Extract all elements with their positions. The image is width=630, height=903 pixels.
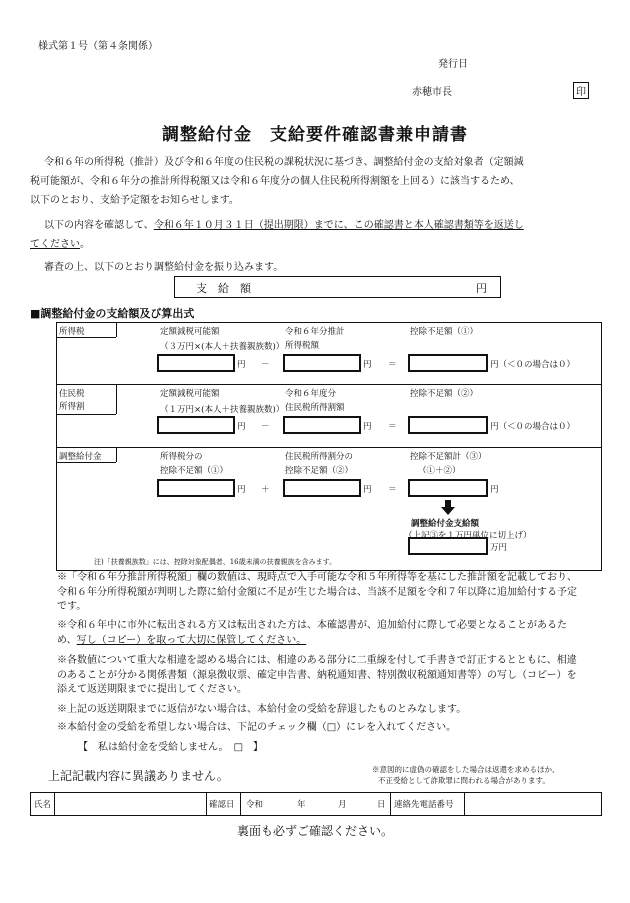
note-deadline: ※上記の返送期限までに返信がない場合は、本給付金の受給を辞退したものとみなします。 xyxy=(57,704,467,715)
resident-tax-deductible-input[interactable] xyxy=(157,416,235,434)
payment-amount-note: （上記③を１万円単位に切上げ） xyxy=(404,531,532,541)
note-estimate: ※「令和６年分推計所得税額」欄の数値は、現時点で入手可能な令和５年所得等を基にした推計額を記載しており、令和６年分所得税額が判明した際に給付金額に不足が生じた場合は、当該不足額を令和７年以降に追加給付する予定です。 xyxy=(57,572,577,612)
warning-line-2: 不正受給として詐欺罪に問われる場合があります。 xyxy=(378,776,550,785)
instruction-line-2: てください。 xyxy=(30,239,90,250)
unit-yen: 円 xyxy=(490,485,499,495)
instruction-line-1: 以下の内容を確認して、令和６年１０月３１日（提出期限）までに、この確認書と本人確認書類等を返送し xyxy=(44,220,524,231)
name-input[interactable] xyxy=(56,794,204,813)
section-title: ■調整給付金の支給額及び算出式 xyxy=(30,307,195,320)
intro-line-2: 税可能額が、令和６年分の推計所得税額又は令和６年度分の個人住民税所得割額を上回る）に該当するため、 xyxy=(30,176,520,187)
payment-amount-label: 調整給付金支給額 xyxy=(411,519,480,529)
adjustment-shortfall1-input[interactable] xyxy=(157,479,235,497)
adjustment-col3-l2: （①＋②） xyxy=(418,466,461,476)
decline-checkbox[interactable]: 【 私は給付金を受給しません。 □ 】 xyxy=(78,742,264,753)
note-move-out: ※令和６年中に市外に転出される方又は転出された方は、本確認書が、追加給付に際して必要となることがあるため、写し（コピー）を取って大切に保管してください。 xyxy=(57,620,567,646)
resident-tax-col2-l2: 住民税所得割額 xyxy=(285,403,345,413)
income-tax-deductible-input[interactable] xyxy=(157,354,235,372)
name-label: 氏名 xyxy=(34,800,52,810)
minus-sign: － xyxy=(261,422,270,432)
adjustment-col2-l1: 住民税所得割分の xyxy=(285,452,354,462)
back-notice: 裏面も必ずご確認ください。 xyxy=(236,824,393,838)
resident-tax-col2-l1: 令和６年度分 xyxy=(285,389,337,399)
note-correction: ※各数値について重大な相違を認める場合には、相違のある部分に二重線を付して手書きで訂正するとともに、相違のあることが分かる関係書類（源泉徴収票、確定申告書、納税通知書、特別徴収税額通知書等）の写し（コピー）を添えて返送期限までに提出してください。 xyxy=(57,655,577,695)
resident-tax-col3: 控除不足額（②） xyxy=(410,389,479,399)
resident-tax-col1-note: （１万円×(本人＋扶養親族数)） xyxy=(160,405,285,415)
intro-line-1: 令和６年の所得税（推計）及び令和６年度の住民税の課税状況に基づき、調整給付金の支給対象者（定額減 xyxy=(44,157,524,168)
income-tax-col3: 控除不足額（①） xyxy=(410,327,479,337)
adjustment-total-input[interactable] xyxy=(408,479,488,497)
resident-tax-result-note: 円（＜０の場合は０） xyxy=(490,422,576,432)
unit-yen: 円 xyxy=(237,360,246,370)
payment-amount-input[interactable] xyxy=(408,537,488,555)
equals-sign: ＝ xyxy=(388,422,397,432)
month-label: 月 xyxy=(338,800,347,810)
unit-yen: 円 xyxy=(363,485,372,495)
minus-sign: － xyxy=(261,360,270,370)
adjustment-col2-l2: 控除不足額（②） xyxy=(285,466,354,476)
equals-sign: ＝ xyxy=(388,360,397,370)
payment-unit: 円 xyxy=(476,282,487,295)
adjustment-shortfall2-input[interactable] xyxy=(283,479,361,497)
deadline-text: 令和６年１０月３１日（提出期限）までに、この確認書と本人確認書類等を返送し xyxy=(153,220,524,231)
income-tax-label: 所得税 xyxy=(59,327,85,337)
page-title: 調整給付金 支給要件確認書兼申請書 xyxy=(162,125,468,145)
unit-yen: 円 xyxy=(237,422,246,432)
plus-sign: ＋ xyxy=(261,485,270,495)
agreement-text: 上記記載内容に異議ありません。 xyxy=(48,769,229,783)
unit-yen: 円 xyxy=(237,485,246,495)
mayor-label: 赤穂市長 xyxy=(412,87,452,98)
payment-label: 支 給 額 xyxy=(196,282,251,295)
adjustment-label: 調整給付金 xyxy=(59,452,102,462)
adjustment-col1-l1: 所得税分の xyxy=(160,452,203,462)
down-arrow-icon xyxy=(441,500,455,515)
date-input[interactable] xyxy=(242,794,388,813)
adjustment-col3-l1: 控除不足額計（③） xyxy=(410,452,487,462)
resident-tax-amount-input[interactable] xyxy=(283,416,361,434)
income-tax-col1-note: （３万円×(本人＋扶養親族数)） xyxy=(160,342,285,352)
phone-label: 連絡先電話番号 xyxy=(394,800,454,810)
note-decline: ※本給付金の受給を希望しない場合は、下記のチェック欄（□）にレを入れてください。 xyxy=(57,722,457,733)
resident-tax-label-2: 所得割 xyxy=(59,402,85,412)
form-number: 様式第１号（第４条関係） xyxy=(38,41,158,52)
equals-sign: ＝ xyxy=(388,485,397,495)
income-tax-result-note: 円（＜０の場合は０） xyxy=(490,360,576,370)
resident-tax-shortfall-input[interactable] xyxy=(408,416,488,434)
date-label: 確認日 xyxy=(209,800,235,810)
income-tax-col2-l1: 令和６年分推計 xyxy=(285,327,345,337)
resident-tax-label-1: 住民税 xyxy=(59,389,85,399)
income-tax-col2-l2: 所得税額 xyxy=(285,341,320,351)
intro-line-3: 以下のとおり、支給予定額をお知らせします。 xyxy=(30,195,239,206)
resident-tax-col1: 定額減税可能額 xyxy=(160,389,220,399)
income-tax-shortfall-input[interactable] xyxy=(408,354,488,372)
income-tax-estimated-input[interactable] xyxy=(283,354,361,372)
review-text: 審査の上、以下のとおり調整給付金を振り込みます。 xyxy=(44,262,284,273)
era-label: 令和 xyxy=(246,800,264,810)
unit-yen: 円 xyxy=(363,360,372,370)
adjustment-col1-l2: 控除不足額（①） xyxy=(160,466,229,476)
year-label: 年 xyxy=(297,800,306,810)
issue-date-label: 発行日 xyxy=(438,59,468,70)
footnote: 注)「扶養親族数」には、控除対象配偶者、16歳未満の扶養親族を含みます。 xyxy=(94,558,337,566)
phone-input[interactable] xyxy=(466,794,598,813)
warning-line-1: ※意図的に虚偽の確認をした場合は返還を求めるほか、 xyxy=(372,765,560,774)
income-tax-col1: 定額減税可能額 xyxy=(160,327,220,337)
seal-mark: 印 xyxy=(573,82,589,99)
unit-yen: 円 xyxy=(363,422,372,432)
unit-man-yen: 万円 xyxy=(490,543,508,553)
day-label: 日 xyxy=(377,800,386,810)
